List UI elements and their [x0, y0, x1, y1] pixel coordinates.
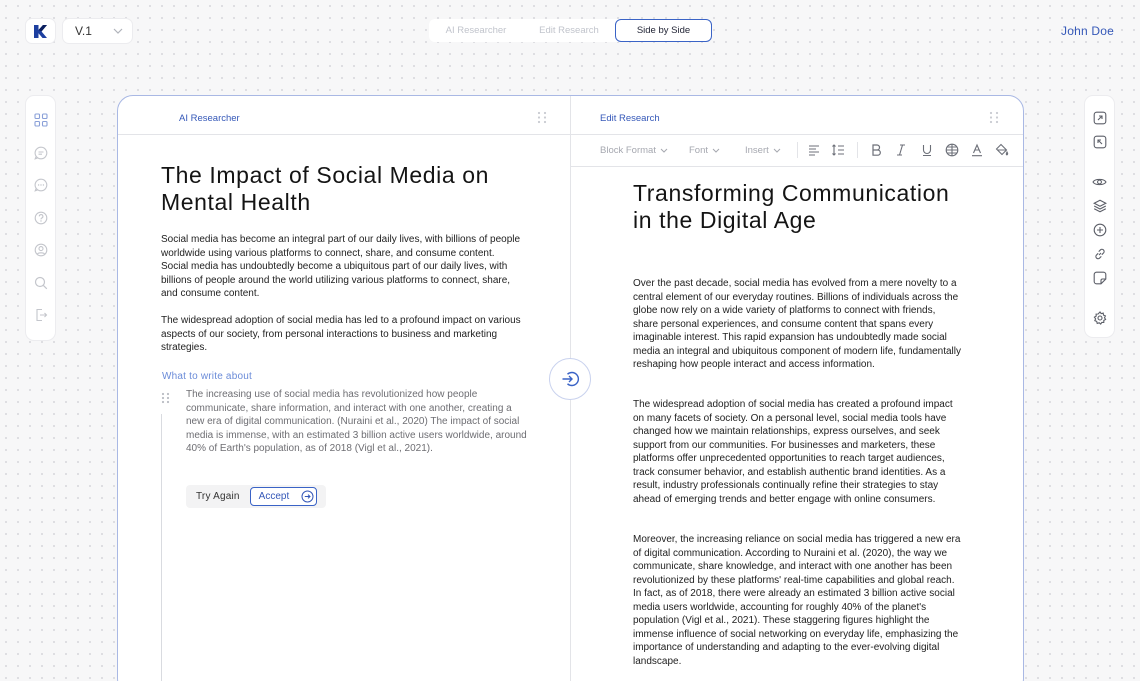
toolbar-separator	[857, 142, 858, 158]
drag-handle-icon[interactable]	[537, 111, 547, 124]
text-color-icon[interactable]	[970, 143, 984, 157]
drag-handle-icon[interactable]	[161, 392, 171, 404]
tab-ai-researcher[interactable]: AI Researcher	[445, 25, 507, 36]
insert-dropdown[interactable]	[745, 145, 781, 156]
ai-paragraph: Social media has become an integral part of our daily lives, with billions of people worldwide using various platforms to connect, share, and consume content. Social media has undoubtedly become a ubiquitous part of our daily lives, with billions of people around the world utilizing various platforms to connect, share, and consume content.	[161, 234, 521, 299]
chevron-down-icon	[712, 148, 720, 153]
table-icon[interactable]	[945, 143, 959, 157]
ai-researcher-pane	[118, 96, 570, 681]
logout-icon[interactable]	[33, 307, 49, 323]
align-left-icon[interactable]	[807, 143, 821, 157]
chevron-down-icon	[660, 148, 668, 153]
import-icon[interactable]	[1092, 134, 1108, 150]
grid-icon[interactable]	[33, 112, 49, 128]
eye-icon[interactable]	[1092, 174, 1108, 190]
underline-icon[interactable]	[920, 143, 934, 157]
block-format-label: Block Format	[600, 145, 656, 156]
link-icon[interactable]	[1092, 246, 1108, 262]
user-icon[interactable]	[33, 242, 49, 258]
note-icon[interactable]	[1092, 270, 1108, 286]
user-name[interactable]: John Doe	[1061, 24, 1114, 38]
edit-research-pane	[571, 96, 1023, 681]
logo-button[interactable]	[26, 19, 55, 43]
font-dropdown[interactable]	[689, 145, 720, 156]
ai-researcher-title: AI Researcher	[179, 113, 240, 124]
ai-doc-title: The Impact of Social Media on Mental Health	[161, 162, 490, 215]
what-to-write-label: What to write about	[162, 371, 252, 382]
transfer-to-editor-button[interactable]	[549, 358, 591, 400]
version-label: V.1	[75, 24, 92, 38]
message-dots-icon[interactable]	[33, 177, 49, 193]
tab-side-by-side[interactable]: Side by Side	[615, 19, 712, 42]
suggestion-guide-line	[161, 414, 162, 681]
accept-button[interactable]	[250, 487, 317, 506]
suggestion-actions	[186, 485, 326, 508]
ai-paragraph: The widespread adoption of social media has led to a profound impact on various aspects of our society, from personal interactions to business and marketing strategies.	[161, 315, 521, 353]
logo-icon	[34, 25, 47, 38]
edit-paragraph[interactable]: The widespread adoption of social media has created a profound impact on many facets of society. On a personal level, social media tools have changed how we maintain relationships, express ourselves, and seek support from our communities. For businesses and marketers, these platforms offer unprecedented opportunities to reach target audiences, track consumer behavior, and establish authentic brand identities. As a result, industry professionals continually refine their strategies to stay ahead of emerging trends and better engage with online consumers.	[633, 399, 953, 505]
layers-icon[interactable]	[1092, 198, 1108, 214]
view-tabs	[429, 19, 712, 42]
line-height-icon[interactable]	[831, 143, 845, 157]
toolbar-separator	[797, 142, 798, 158]
edit-paragraph[interactable]: Over the past decade, social media has evolved from a mere novelty to a central element of our everyday routines. Billions of individuals across the globe now rely on a wide variety of platforms to connect with friends, share personal experiences, and consume content that spans every imaginable interest. This rapid expansion has undoubtedly made social media an integral and ubiquitous component of modern life, fundamentally reshaping how people interact and access information.	[633, 278, 961, 370]
export-icon[interactable]	[1092, 110, 1108, 126]
login-arrow-icon	[560, 369, 580, 389]
edit-research-title: Edit Research	[600, 113, 660, 124]
fill-color-icon[interactable]	[995, 143, 1009, 157]
edit-paragraph[interactable]: Moreover, the increasing reliance on social media has triggered a new era of digital communication. According to Nuraini et al. (2020), the way we communicate, share knowledge, and interact with one another has been revolutionized by these platforms' real-time capabilities and global reach. In fact, as of 2018, there were already an estimated 3 billion active social media users worldwide, accounting for roughly 40% of the planet's population (Vigl et al., 2021). These staggering figures highlight the immense influence of social networking on everyday life, emphasizing the importance of understanding and adapting to the ever-evolving digital landscape.	[633, 534, 961, 667]
help-icon[interactable]	[33, 210, 49, 226]
settings-icon[interactable]	[1092, 310, 1108, 326]
chevron-down-icon	[113, 28, 123, 34]
add-icon[interactable]	[1092, 222, 1108, 238]
right-sidebar	[1085, 96, 1114, 337]
try-again-button[interactable]: Try Again	[196, 491, 240, 502]
arrow-right-circle-icon	[301, 490, 314, 503]
insert-label: Insert	[745, 145, 769, 156]
bold-icon[interactable]	[869, 143, 883, 157]
suggestion-text: The increasing use of social media has revolutionized how people communicate, share information, and interact with one another, creating a new era of digital communication. (Nuraini et al., 2020) The impact of social media is immense, with an estimated 3 billion active users worldwide, around 40% of Earth's population, as of 2018 (Vigl et al., 2021).	[186, 389, 527, 454]
font-label: Font	[689, 145, 709, 156]
block-format-dropdown[interactable]	[600, 145, 668, 156]
drag-handle-icon[interactable]	[989, 111, 999, 124]
tab-edit-research[interactable]: Edit Research	[539, 25, 599, 36]
accept-label: Accept	[258, 491, 290, 502]
chevron-down-icon	[773, 148, 781, 153]
version-select[interactable]	[63, 19, 132, 43]
chat-icon[interactable]	[33, 145, 49, 161]
search-icon[interactable]	[33, 275, 49, 291]
edit-doc-title[interactable]: Transforming Communication in the Digital Age	[633, 180, 950, 233]
italic-icon[interactable]	[894, 143, 908, 157]
edit-research-header	[571, 96, 1023, 135]
ai-researcher-header	[118, 96, 570, 135]
editor-toolbar	[571, 135, 1023, 167]
left-sidebar	[26, 96, 55, 340]
